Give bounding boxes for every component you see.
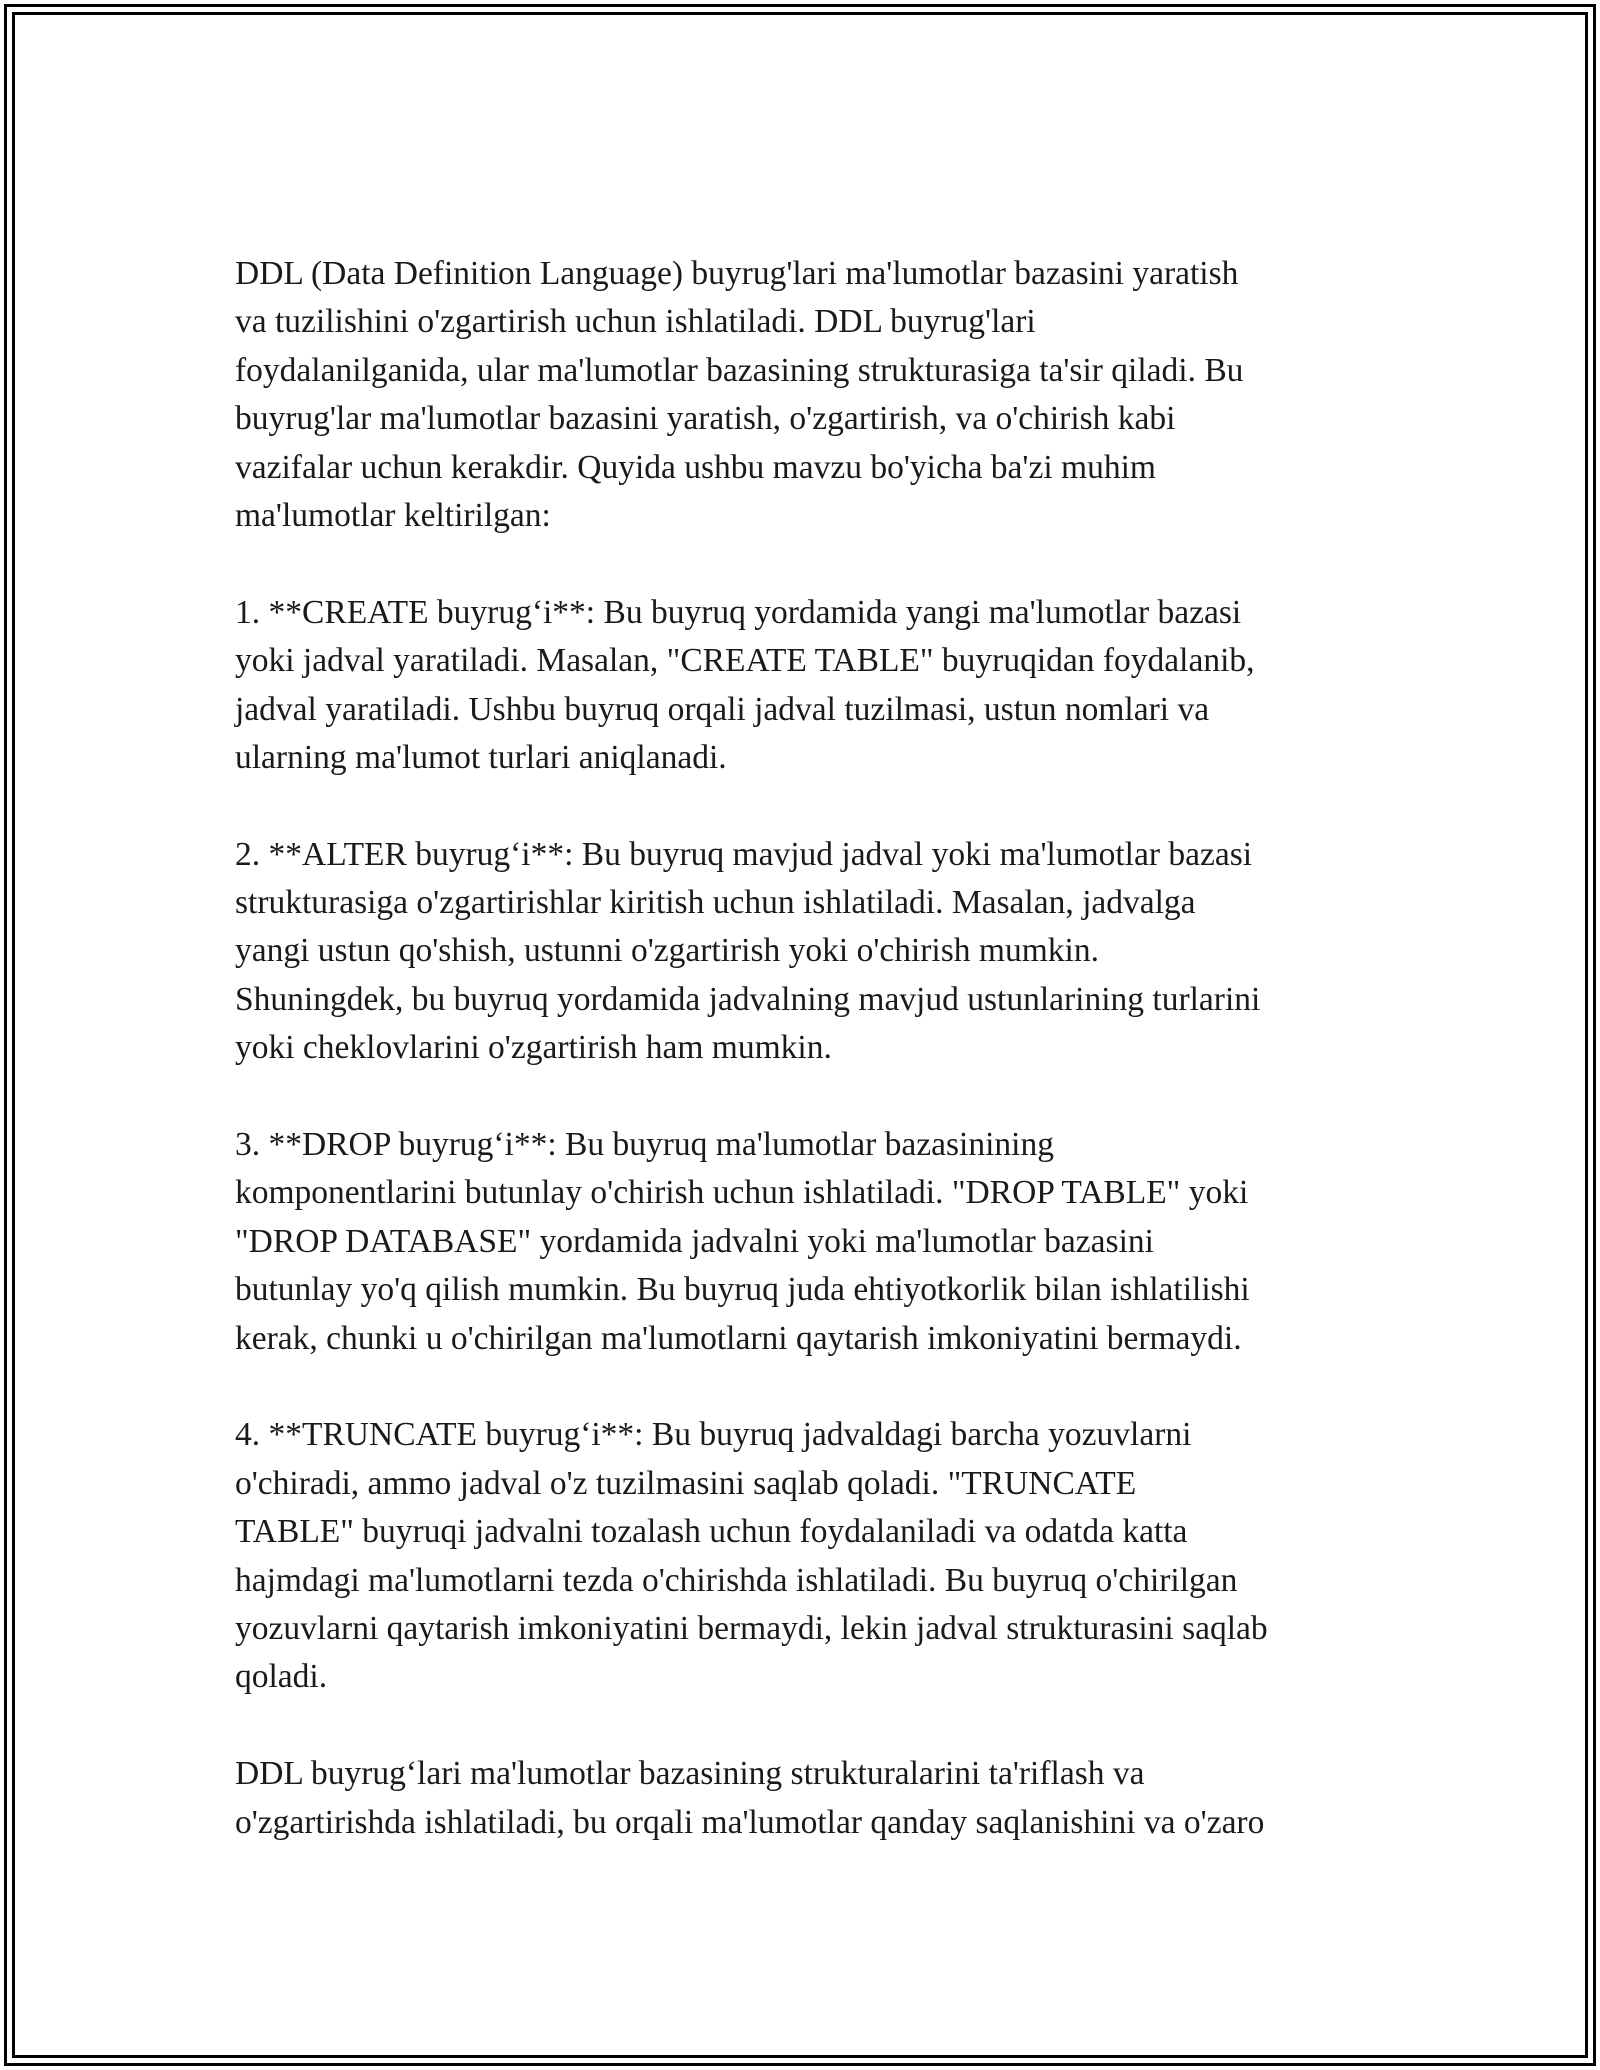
text-line: qoladi. (235, 1658, 328, 1696)
text-line: kerak, chunki u o'chirilgan ma'lumotlarni qaytarish imkoniyatini bermaydi. (235, 1319, 1242, 1357)
text-line: yozuvlarni qaytarish imkoniyatini bermaydi, lekin jadval strukturasini saqlab (235, 1609, 1268, 1647)
text-line: jadval yaratiladi. Ushbu buyruq orqali jadval tuzilmasi, ustun nomlari va (235, 690, 1210, 728)
paragraph-summary (235, 1750, 1385, 1847)
text-line: ularning ma'lumot turlari aniqlanadi. (235, 738, 727, 776)
paragraph-spacer (235, 1363, 1385, 1411)
paragraph-spacer (235, 782, 1385, 830)
paragraph-alter (235, 831, 1385, 1073)
text-line: 4. **TRUNCATE buyrug‘i**: Bu buyruq jadvaldagi barcha yozuvlarni (235, 1416, 1192, 1454)
text-line: Shuningdek, bu buyruq yordamida jadvalning mavjud ustunlarining turlarini (235, 980, 1261, 1018)
paragraph-intro (235, 250, 1385, 540)
text-line: o'zgartirishda ishlatiladi, bu orqali ma'lumotlar qanday saqlanishini va o'zaro (235, 1803, 1265, 1841)
text-line: hajmdagi ma'lumotlarni tezda o'chirishda ishlatiladi. Bu buyruq o'chirilgan (235, 1561, 1238, 1599)
text-line: vazifalar uchun kerakdir. Quyida ushbu mavzu bo'yicha ba'zi muhim (235, 448, 1156, 486)
text-line: "DROP DATABASE" yordamida jadvalni yoki ma'lumotlar bazasini (235, 1222, 1154, 1260)
document-body (235, 250, 1385, 1847)
paragraph-drop (235, 1121, 1385, 1363)
text-line: yoki jadval yaratiladi. Masalan, "CREATE TABLE" buyruqidan foydalanib, (235, 642, 1255, 680)
text-line: ma'lumotlar keltirilgan: (235, 496, 551, 534)
text-line: 3. **DROP buyrug‘i**: Bu buyruq ma'lumotlar bazasinining (235, 1126, 1054, 1164)
paragraph-spacer (235, 1702, 1385, 1750)
text-line: buyrug'lar ma'lumotlar bazasini yaratish, o'zgartirish, va o'chirish kabi (235, 400, 1176, 438)
text-line: 1. **CREATE buyrug‘i**: Bu buyruq yordamida yangi ma'lumotlar bazasi (235, 593, 1242, 631)
text-line: yoki cheklovlarini o'zgartirish ham mumkin. (235, 1029, 832, 1067)
text-line: o'chiradi, ammo jadval o'z tuzilmasini saqlab qoladi. "TRUNCATE (235, 1464, 1137, 1502)
paragraph-truncate (235, 1411, 1385, 1701)
text-line: va tuzilishini o'zgartirish uchun ishlatiladi. DDL buyrug'lari (235, 303, 1036, 341)
text-line: 2. **ALTER buyrug‘i**: Bu buyruq mavjud jadval yoki ma'lumotlar bazasi (235, 835, 1253, 873)
text-line: komponentlarini butunlay o'chirish uchun ishlatiladi. "DROP TABLE" yoki (235, 1174, 1249, 1212)
paragraph-spacer (235, 1073, 1385, 1121)
text-line: DDL buyrug‘lari ma'lumotlar bazasining strukturalarini ta'riflash va (235, 1755, 1145, 1793)
text-line: yangi ustun qo'shish, ustunni o'zgartirish yoki o'chirish mumkin. (235, 932, 1099, 970)
text-line: butunlay yo'q qilish mumkin. Bu buyruq juda ehtiyotkorlik bilan ishlatilishi (235, 1271, 1250, 1309)
text-line: DDL (Data Definition Language) buyrug'lari ma'lumotlar bazasini yaratish (235, 255, 1239, 292)
text-line: strukturasiga o'zgartirishlar kiritish uchun ishlatiladi. Masalan, jadvalga (235, 884, 1196, 922)
paragraph-spacer (235, 540, 1385, 588)
paragraph-create (235, 589, 1385, 783)
text-line: TABLE" buyruqi jadvalni tozalash uchun foydalaniladi va odatda katta (235, 1513, 1188, 1551)
text-line: foydalanilganida, ular ma'lumotlar bazasining strukturasiga ta'sir qiladi. Bu (235, 351, 1244, 389)
